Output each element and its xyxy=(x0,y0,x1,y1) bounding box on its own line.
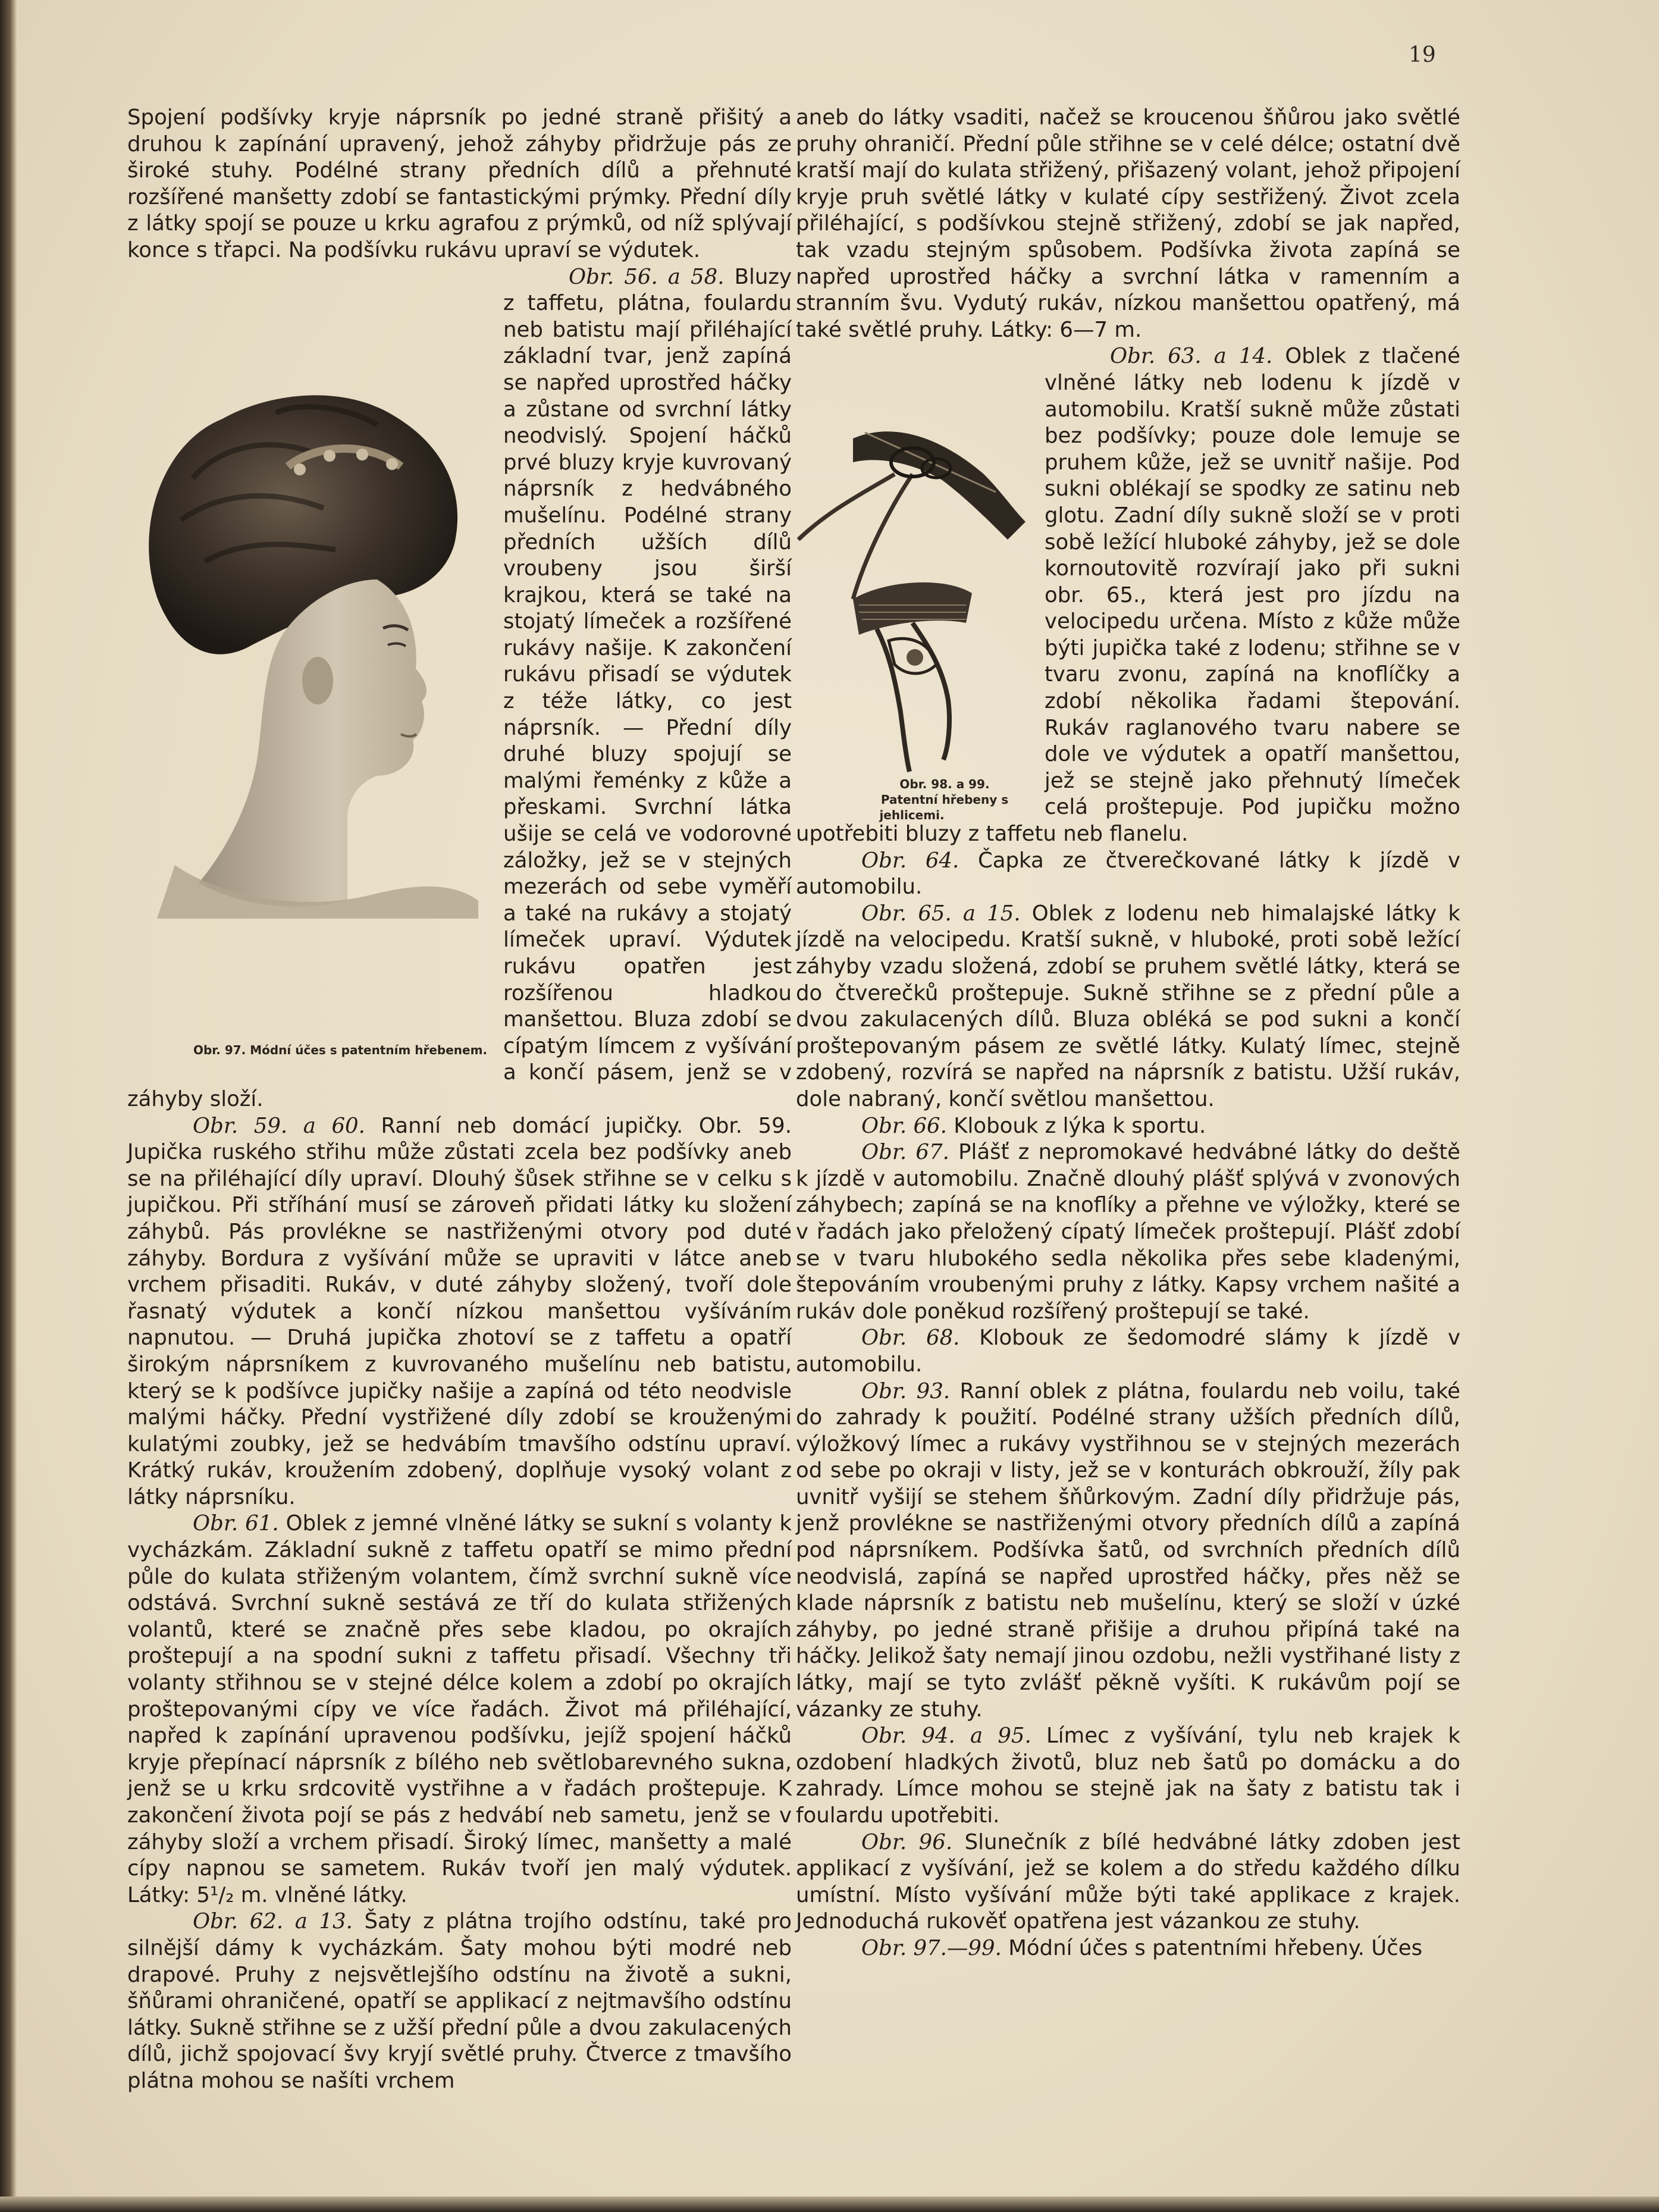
figure-97 xyxy=(121,264,494,1066)
right-paragraph-8 xyxy=(796,1378,1460,1724)
page-bottom-edge xyxy=(0,2197,1659,2212)
book-spine-shadow xyxy=(0,0,17,2212)
left-paragraph-5-ref: Obr. 62. a 13. xyxy=(193,1909,353,1934)
right-paragraph-5 xyxy=(796,1113,1460,1140)
right-paragraph-6 xyxy=(796,1139,1460,1325)
right-paragraph-7-text: Klobouk ze šedomodré slámy k jízdě v automobilu. xyxy=(796,1326,1460,1377)
left-paragraph-4-text: Oblek z jemné vlněné látky se sukní s volanty k vycházkám. Základní sukně z taffetu opatří se mimo přední půle do kulata střiženým volantem, čímž svrchní sukně více odstává. Svrchní sukně sestává ze tří do kulata střižených volantů, které se značně přes sebe kladou, po okrajích proštepují a na spodní sukni z taffetu přisadí. Všechny tři volanty střihnou se v stejné délce kolem a zdobí po okrajích proštepovanými cípy ve více řadách. Život má přiléhající, napřed k zapínání upravenou podšívku, jejíž spojení háčků kryje přepínací náprsník z bílého neb světlobarevného sukna, jenž se u krku srdcovitě vystřihne a v řadách proštepuje. K zakončení života pojí se pás z hedvábí neb sametu, jenž se v záhyby složí a vrchem přisadí. Široký límec, manšetty a malé cípy napnou se sametem. Rukáv tvoří jen malý výdutek. Látky: 5¹/₂ m. vlněné látky. xyxy=(127,1511,792,1907)
right-paragraph-1-text: aneb do látky vsaditi, načež se kroucenou šňůrou jako světlé pruhy ohraničí. Přední půle střihne se v celé délce; ostatní dvě kratší mají do kulata střižený, přišazený volant, jehož připojení kryje pruh světlé látky v kulaté cípy sestřižený. Život zcela přiléhající, s podšívkou stejně střižený, zdobí se jak napřed, tak vzadu stejným spůsobem. Podšívka života zapíná se napřed uprostřed háčky a svrchní látka v ramenním a stranním švu. Vydutý rukáv, nízkou manšettou opatřený, má také světlé pruhy. Látky: 6—7 m. xyxy=(796,105,1460,342)
right-paragraph-9-text: Límec z vyšívání, tylu neb krajek k ozdobení hladkých životů, bluz neb šatů po domácku a do zahrady. Límce mohou se stejně jak na šaty z batistu tak i foulardu upotřebiti. xyxy=(796,1724,1460,1828)
left-paragraph-3-ref: Obr. 59. a 60. xyxy=(193,1113,365,1138)
left-paragraph-2-ref: Obr. 56. a 58. xyxy=(569,264,725,289)
left-paragraph-2 xyxy=(127,264,792,1113)
left-paragraph-3 xyxy=(127,1113,792,1511)
left-paragraph-5-text: Šaty z plátna trojího odstínu, také pro silnější dámy k vycházkám. Šaty mohou býti modré neb drapové. Pruhy z nejsvětlejšího odstínu na životě a sukni, šňůrami ohraničené, opatří se applikací z nejtmavšího odstínu látky. Sukně střihne se z užší přední půle a dvou zakulacených dílů, jichž spojovací švy kryjí světlé pruhy. Čtverce z tmavšího plátna mohou se našíti vrchem xyxy=(127,1909,792,2093)
right-paragraph-8-text: Ranní oblek z plátna, foulardu neb voilu, také do zahrady k použití. Podélné strany užších předních dílů, výložkový límec a rukávy vystřihnou se v stejných mezerách od sebe po okraji v listy, jež se v konturách obkrouží, žíly pak uvnitř vyšijí se stehem šňůrkovým. Zadní díly přidržuje pás, jenž provlékne se nastřiženými otvory předních dílů a zapíná pod náprsníkem. Podšívka šatů, od svrchních předních dílů neodvislá, zapíná se napřed uprostřed háčky, přes něž se klade náprsník z batistu neb mušelínu, který se složí v úzké záhyby, po jedné straně přišije a druhou připíná také na háčky. Jelikož šaty nemají jinou ozdobu, nežli vystřihané listy z látky, mají se tyto zvlášť pěkně vyšíti. K rukávům pojí se vázanky ze stuhy. xyxy=(796,1378,1460,1722)
figure-98-99 xyxy=(788,343,1036,823)
left-column xyxy=(127,105,792,2095)
figure-98-99-caption-line2: Patentní hřebeny s jehlicemi. xyxy=(879,792,1009,823)
right-paragraph-10-ref: Obr. 96. xyxy=(861,1829,953,1854)
left-paragraph-2-text: Bluzy z taffetu, plátna, foulardu neb batistu mají přiléhající základní tvar, jenž zapíná se napřed uprostřed háčky a zůstane od svrchní látky neodvislý. Spojení háčků prvé bluzy kryje kuvrovaný náprsník z hedvábného mušelínu. Podélné strany předních užších dílů vroubeny jsou širší krajkou, která se také na stojatý límeček a rozšířené rukávy našije. K zakončení rukávu přisadí se výdutek z téže látky, co jest náprsník. — Přední díly druhé bluzy spojují se malými řeménky z kůže a přeskami. Svrchní látka ušije se celá ve vodorovné záložky, jež se v stejných mezerách od sebe vyměří a také na rukávy a stojatý límeček upraví. Výdutek rukávu opatřen jest rozšířenou hladkou manšettou. Bluza zdobí se cípatým límcem z vyšívání a končí pásem, jenž se v záhyby složí. xyxy=(127,264,792,1111)
right-paragraph-3-ref: Obr. 64. xyxy=(861,848,959,873)
page xyxy=(11,0,1659,2198)
figure-97-illustration xyxy=(121,264,494,1066)
left-paragraph-3-text: Ranní neb domácí jupičky. Obr. 59. Jupička ruského střihu může zůstati zcela bez podšívky aneb se na přiléhající díly upraví. Dlouhý šůsek střihne se v celku s jupičkou. Při stříhání musí se zároveň přidati látky ku složení záhybů. Pás provlékne se nastřiženými otvory pod duté záhyby. Bordura z vyšívání může se upraviti v látce aneb vrchem přisaditi. Rukáv, v duté záhyby složený, tvoří dole řasnatý výdutek a končí nízkou manšettou vyšíváním napnutou. — Druhá jupička zhotoví se z taffetu a opatří širokým náprsníkem z kuvrovaného mušelínu neb batistu, který se k podšívce jupičky našije a zapíná od této neodvisle malými háčky. Přední vystřižené díly zdobí se krouženými kulatými zoubky, jež se hedvábím tmavšího odstínu upraví. Krátký rukáv, kroužením zdobený, doplňuje vysoký volant z látky náprsníku. xyxy=(127,1113,792,1509)
right-paragraph-8-ref: Obr. 93. xyxy=(861,1378,951,1403)
right-column xyxy=(796,105,1460,1962)
right-paragraph-5-text: Klobouk z lýka k sportu. xyxy=(954,1113,1206,1138)
right-paragraph-7 xyxy=(796,1325,1460,1378)
right-paragraph-6-ref: Obr. 67. xyxy=(861,1140,949,1165)
left-paragraph-4 xyxy=(127,1511,792,1909)
right-paragraph-3-text: Čapka ze čtverečkované látky k jízdě v automobilu. xyxy=(796,848,1460,900)
right-paragraph-3 xyxy=(796,848,1460,901)
right-paragraph-11-text: Módní účes s patentními hřebeny. Účes xyxy=(1008,1935,1423,1960)
right-paragraph-1 xyxy=(796,105,1460,343)
right-paragraph-9 xyxy=(796,1723,1460,1829)
left-paragraph-4-ref: Obr. 61. xyxy=(193,1511,279,1536)
page-number: 19 xyxy=(1409,43,1436,67)
figure-98-99-caption-line1: Obr. 98. a 99. xyxy=(899,777,990,792)
right-paragraph-2-text: Oblek z tlačené vlněné látky neb lodenu k jízdě v automobilu. Kratší sukně může zůstati bez podšívky; pouze dole lemuje se pruhem kůže, jež se uvnitř našije. Pod sukni oblékají se spodky ze satinu neb glotu. Zadní díly sukně složí se v proti sobě ležící hluboké záhyby, jež se dole kornoutovitě rozvírají jako při sukni obr. 65., která jest pro jízdu na velocipedu určena. Místo z kůže může býti jupička také z lodenu; střihne se v tvaru zvonu, zapíná na knoflíčky a zdobí několika řadami štepování. Rukáv raglanového tvaru nabere se dole ve výdutek a opatří manšettou, jež se stejně jako přehnutý límeček celá proštepuje. Pod jupičku možno upotřebiti bluzy z taffetu neb flanelu. xyxy=(796,344,1460,847)
lower-comb-shape xyxy=(853,582,972,772)
right-paragraph-11-ref: Obr. 97.—99. xyxy=(861,1935,1002,1960)
right-paragraph-5-ref: Obr. 66. xyxy=(861,1113,947,1138)
right-paragraph-4-text: Oblek z lodenu neb himalajské látky k jízdě na velocipedu. Kratší sukně, v hluboké, proti sobě ležící záhyby vzadu složená, zdobí se pruhem světlé látky, která se do čtverečků proštepuje. Sukně střihne se z přední půle a dvou zakulacených dílů. Bluza obléká se pod sukni a končí proštepovaným pásem ze světlé látky. Kulatý límec, stejně zdobený, rozvírá se napřed na náprsník z batistu. Užší rukáv, dole nabraný, končí světlou manšettou. xyxy=(796,901,1460,1111)
left-paragraph-1-text: Spojení podšívky kryje náprsník po jedné straně přišitý a druhou k zapínání upravený, jehož záhyby přidržuje pás ze široké stuhy. Podélné strany předních dílů a přehnuté rozšířené manšetty zdobí se fantastickými prýmky. Přední díly z látky spojí se pouze u krku agrafou z prýmků, od níž splývají konce s třapci. Na podšívku rukávu upraví se výdutek. xyxy=(127,105,792,262)
right-paragraph-4 xyxy=(796,901,1460,1113)
upper-comb-shape xyxy=(798,432,1025,600)
right-paragraph-2 xyxy=(796,343,1460,847)
right-paragraph-9-ref: Obr. 94. a 95. xyxy=(861,1724,1031,1749)
left-paragraph-5 xyxy=(127,1909,792,2094)
right-paragraph-10 xyxy=(796,1829,1460,1935)
right-paragraph-7-ref: Obr. 68. xyxy=(861,1326,960,1351)
right-paragraph-2-ref: Obr. 63. a 14. xyxy=(1110,344,1273,369)
right-paragraph-6-text: Plášť z nepromokavé hedvábné látky do deště k jízdě v automobilu. Značně dlouhý plášť splývá v zvonových záhybech; zapíná se na knoflíky a přehne ve výložky, které se v řadách jako přeložený cípatý límeček proštepují. Plášť zdobí se v tvaru hlubokého sedla několika přes sebe kladenými, štepováním vroubenými pruhy z látky. Kapsy vrchem našité a rukáv dole poněkud rozšířený proštepují se také. xyxy=(796,1140,1460,1324)
left-paragraph-1 xyxy=(127,105,792,264)
right-paragraph-11 xyxy=(796,1935,1460,1962)
right-paragraph-10-text: Slunečník z bílé hedvábné látky zdoben jest applikací z vyšívání, jež se kolem a do středu každého dílku umístní. Místo vyšívání může býti také applikace z krajek. Jednoduchá rukověť opatřena jest vázankou ze stuhy. xyxy=(796,1829,1460,1934)
figure-97-caption: Obr. 97. Módní účes s patentním hřebenem. xyxy=(193,1042,488,1057)
figure-98-99-illustration xyxy=(788,343,1036,813)
right-paragraph-4-ref: Obr. 65. a 15. xyxy=(861,901,1021,926)
